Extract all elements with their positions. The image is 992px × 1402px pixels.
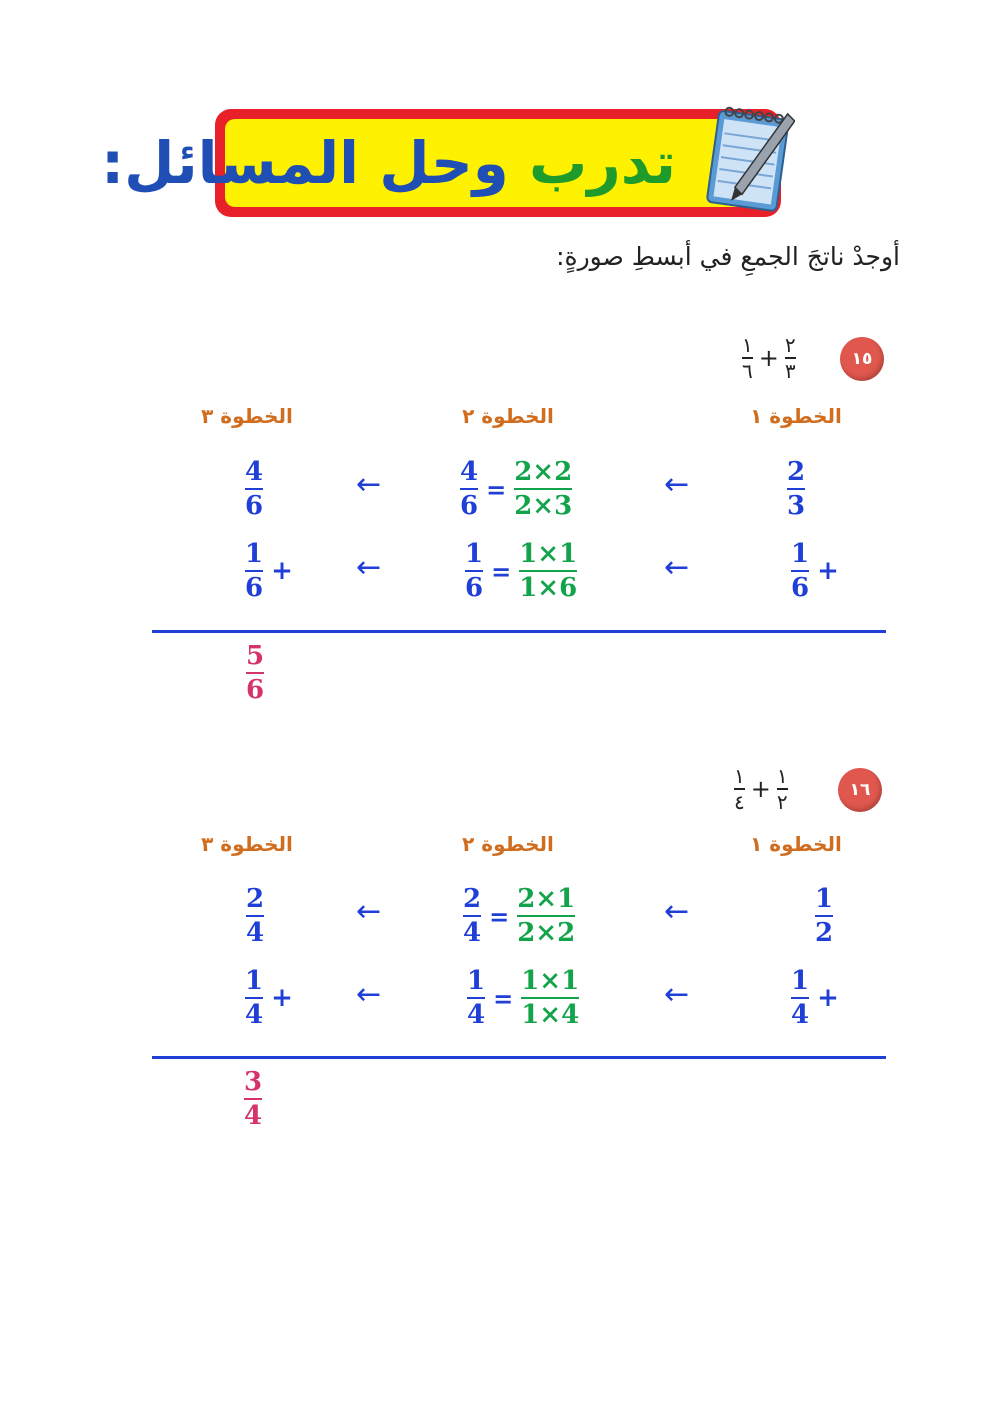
banner-inner bbox=[100, 119, 771, 207]
step2-equation bbox=[460, 458, 572, 520]
step2-equation bbox=[465, 540, 577, 602]
title-banner bbox=[100, 109, 785, 221]
arrow-icon: ← bbox=[356, 550, 382, 585]
arrow-icon: ← bbox=[356, 467, 382, 502]
equals-sign: = bbox=[491, 556, 512, 586]
banner-frame bbox=[100, 109, 781, 217]
problem-expression bbox=[742, 334, 796, 394]
expr-fraction-left bbox=[777, 765, 788, 813]
step1-fraction: $\frac{1}{6}$ + bbox=[791, 539, 839, 603]
step-3-label: الخطوة ٣ bbox=[201, 404, 293, 428]
step3-fraction: $\frac{1}{6}$ + bbox=[245, 539, 293, 603]
equals-sign: = bbox=[493, 983, 514, 1013]
step-2-label: الخطوة ٢ bbox=[462, 832, 554, 856]
equals-sign: = bbox=[486, 474, 507, 504]
fraction-denominator: ٤ bbox=[734, 790, 745, 814]
expr-fraction-left bbox=[785, 334, 796, 382]
equivalent-fraction: $\frac{2}{4}$ bbox=[463, 884, 482, 948]
sum-divider-line bbox=[152, 1056, 886, 1059]
fraction-denominator: ٦ bbox=[742, 359, 753, 383]
fraction-numerator: ٢ bbox=[784, 333, 796, 357]
arrow-icon: ← bbox=[664, 894, 690, 929]
arrow-icon: ← bbox=[664, 977, 690, 1012]
step-1-label: الخطوة ١ bbox=[750, 832, 842, 856]
equals-sign: = bbox=[489, 901, 510, 931]
instruction-text: أوجدْ ناتجَ الجمعِ في أبسطِ صورةٍ: bbox=[556, 242, 900, 271]
plus-sign: + bbox=[271, 556, 293, 586]
notebook-pencil-icon bbox=[703, 103, 795, 215]
expr-plus-sign: + bbox=[758, 344, 779, 372]
fraction-denominator: ٢ bbox=[776, 790, 788, 814]
equivalent-fraction: $\frac{1}{4}$ bbox=[467, 966, 486, 1030]
problem-expression bbox=[734, 765, 788, 825]
multiplication-fraction: $\frac{2\times 1}{2\times 2}$ bbox=[517, 884, 576, 948]
step1-fraction: $\frac{2}{3}$ bbox=[787, 457, 806, 521]
expr-fraction-right bbox=[742, 334, 753, 382]
sum-divider-line bbox=[152, 630, 886, 633]
title-part-practice: تدرب bbox=[508, 129, 676, 197]
step-2-label: الخطوة ٢ bbox=[462, 404, 554, 428]
multiplication-fraction: $\frac{1\times 1}{1\times 4}$ bbox=[521, 966, 580, 1030]
fraction-numerator: ١ bbox=[734, 764, 745, 788]
fraction-numerator: ١ bbox=[742, 333, 753, 357]
plus-sign: + bbox=[271, 983, 293, 1013]
title-part-solve: وحل المسائل: bbox=[100, 129, 509, 197]
problem-number-badge: ١٦ bbox=[838, 768, 882, 812]
step2-equation bbox=[467, 967, 579, 1029]
arrow-icon: ← bbox=[356, 977, 382, 1012]
problem-number-badge: ١٥ bbox=[840, 337, 884, 381]
step3-fraction: $\frac{4}{6}$ bbox=[245, 457, 264, 521]
step-1-label: الخطوة ١ bbox=[750, 404, 842, 428]
fraction-denominator: ٣ bbox=[784, 359, 796, 383]
result-fraction: $\frac{5}{6}$ bbox=[246, 641, 265, 705]
multiplication-fraction: $\frac{2\times 2}{2\times 3}$ bbox=[514, 457, 573, 521]
arrow-icon: ← bbox=[356, 894, 382, 929]
step1-fraction: $\frac{1}{4}$ + bbox=[791, 966, 839, 1030]
fraction-numerator: ١ bbox=[776, 764, 788, 788]
multiplication-fraction: $\frac{1\times 1}{1\times 6}$ bbox=[519, 539, 578, 603]
equivalent-fraction: $\frac{1}{6}$ bbox=[465, 539, 484, 603]
result-fraction: $\frac{3}{4}$ bbox=[244, 1067, 263, 1131]
plus-sign: + bbox=[817, 556, 839, 586]
expr-plus-sign: + bbox=[750, 775, 771, 803]
page-title bbox=[100, 123, 676, 203]
arrow-icon: ← bbox=[664, 550, 690, 585]
step1-fraction: $\frac{1}{2}$ bbox=[815, 884, 834, 948]
step3-fraction: $\frac{2}{4}$ bbox=[246, 884, 265, 948]
step2-equation bbox=[463, 885, 575, 947]
plus-sign: + bbox=[817, 983, 839, 1013]
equivalent-fraction: $\frac{4}{6}$ bbox=[460, 457, 479, 521]
arrow-icon: ← bbox=[664, 467, 690, 502]
step3-fraction: $\frac{1}{4}$ + bbox=[245, 966, 293, 1030]
step-3-label: الخطوة ٣ bbox=[201, 832, 293, 856]
expr-fraction-right bbox=[734, 765, 745, 813]
